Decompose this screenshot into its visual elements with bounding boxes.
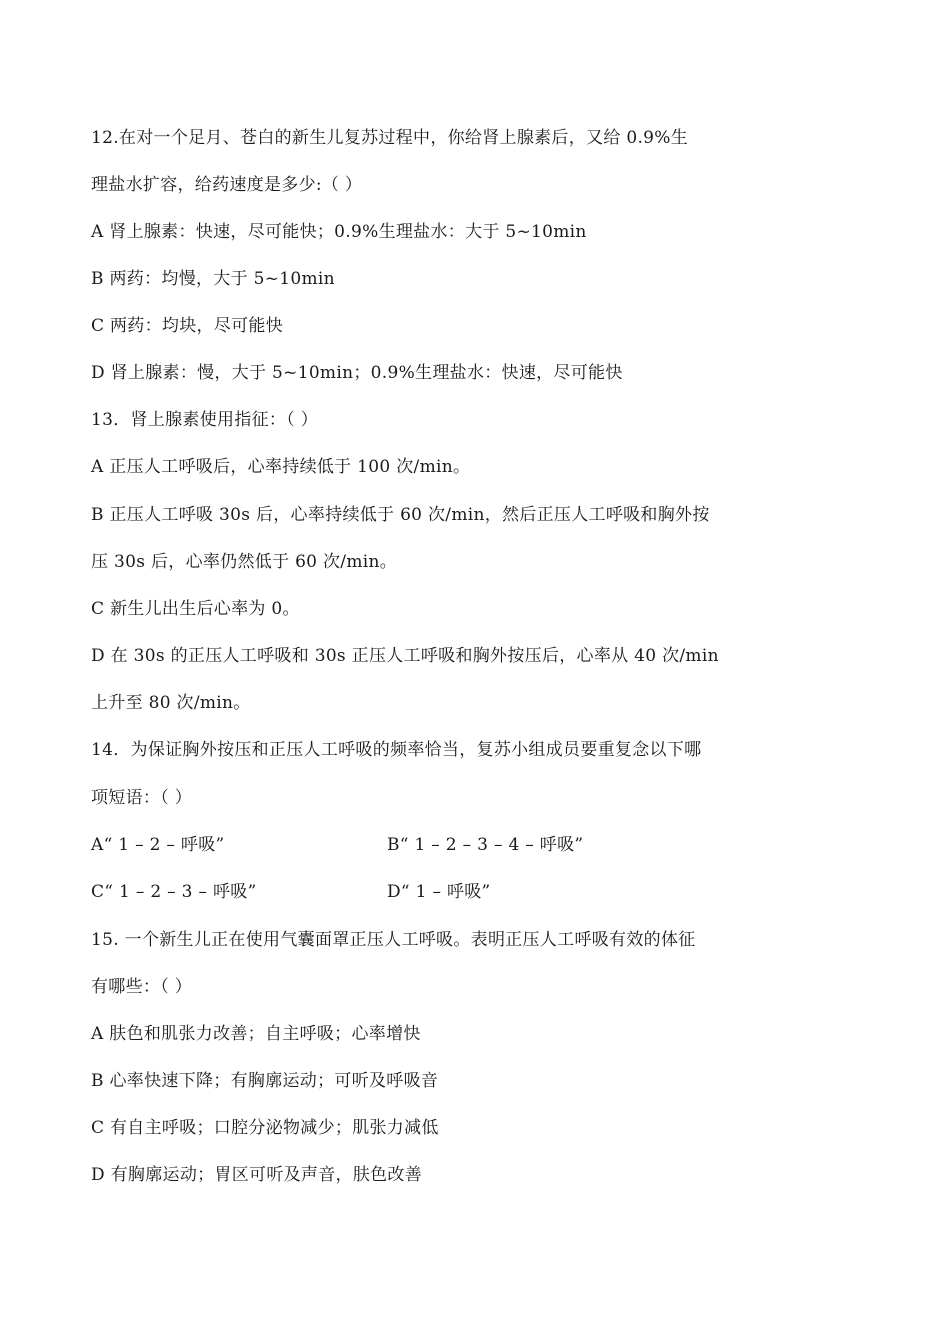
q12-option-b: B 两药：均慢，大于 5~10min: [91, 269, 335, 289]
q12-stem-line2: 理盐水扩容，给药速度是多少:（ ）: [91, 175, 363, 195]
q14-option-a: A“ 1 – 2 – 呼吸”: [91, 835, 225, 855]
q15-option-c: C 有自主呼吸；口腔分泌物减少；肌张力减低: [91, 1118, 439, 1138]
q15-option-a: A 肤色和肌张力改善；自主呼吸；心率增快: [91, 1024, 421, 1044]
q15-option-d: D 有胸廓运动；胃区可听及声音，肤色改善: [91, 1165, 423, 1185]
q14-stem-line1: 14．为保证胸外按压和正压人工呼吸的频率恰当，复苏小组成员要重复念以下哪: [91, 740, 702, 760]
q13-option-c: C 新生儿出生后心率为 0。: [91, 599, 300, 619]
q13-option-b-line2: 压 30s 后，心率仍然低于 60 次/min。: [91, 552, 398, 572]
q14-option-d: D“ 1 – 呼吸”: [387, 882, 491, 902]
q13-option-b-line1: B 正压人工呼吸 30s 后，心率持续低于 60 次/min，然后正压人工呼吸和胸外按: [91, 505, 710, 525]
q15-stem-line1: 15. 一个新生儿正在使用气囊面罩正压人工呼吸。表明正压人工呼吸有效的体征: [91, 930, 696, 950]
q14-options-row1: [91, 833, 791, 857]
q12-option-c: C 两药：均块，尽可能快: [91, 316, 284, 336]
q13-stem: 13．肾上腺素使用指征：（ ）: [91, 410, 319, 430]
q14-option-b: B“ 1 – 2 – 3 – 4 – 呼吸”: [387, 835, 584, 855]
q14-options-row2: [91, 880, 791, 904]
q13-option-d-line1: D 在 30s 的正压人工呼吸和 30s 正压人工呼吸和胸外按压后，心率从 40 次/min: [91, 646, 719, 666]
q12-option-d: D 肾上腺素：慢，大于 5~10min；0.9%生理盐水：快速，尽可能快: [91, 363, 623, 383]
q12-option-a: A 肾上腺素：快速，尽可能快；0.9%生理盐水：大于 5~10min: [91, 222, 587, 242]
q14-stem-line2: 项短语：（ ）: [91, 788, 193, 808]
q12-stem-line1: 12.在对一个足月、苍白的新生儿复苏过程中，你给肾上腺素后，又给 0.9%生: [91, 128, 689, 148]
q14-option-c: C“ 1 – 2 – 3 – 呼吸”: [91, 882, 257, 902]
q13-option-d-line2: 上升至 80 次/min。: [91, 693, 251, 713]
q13-option-a: A 正压人工呼吸后，心率持续低于 100 次/min。: [91, 457, 471, 477]
q15-stem-line2: 有哪些：（ ）: [91, 977, 193, 997]
q15-option-b: B 心率快速下降；有胸廓运动；可听及呼吸音: [91, 1071, 439, 1091]
